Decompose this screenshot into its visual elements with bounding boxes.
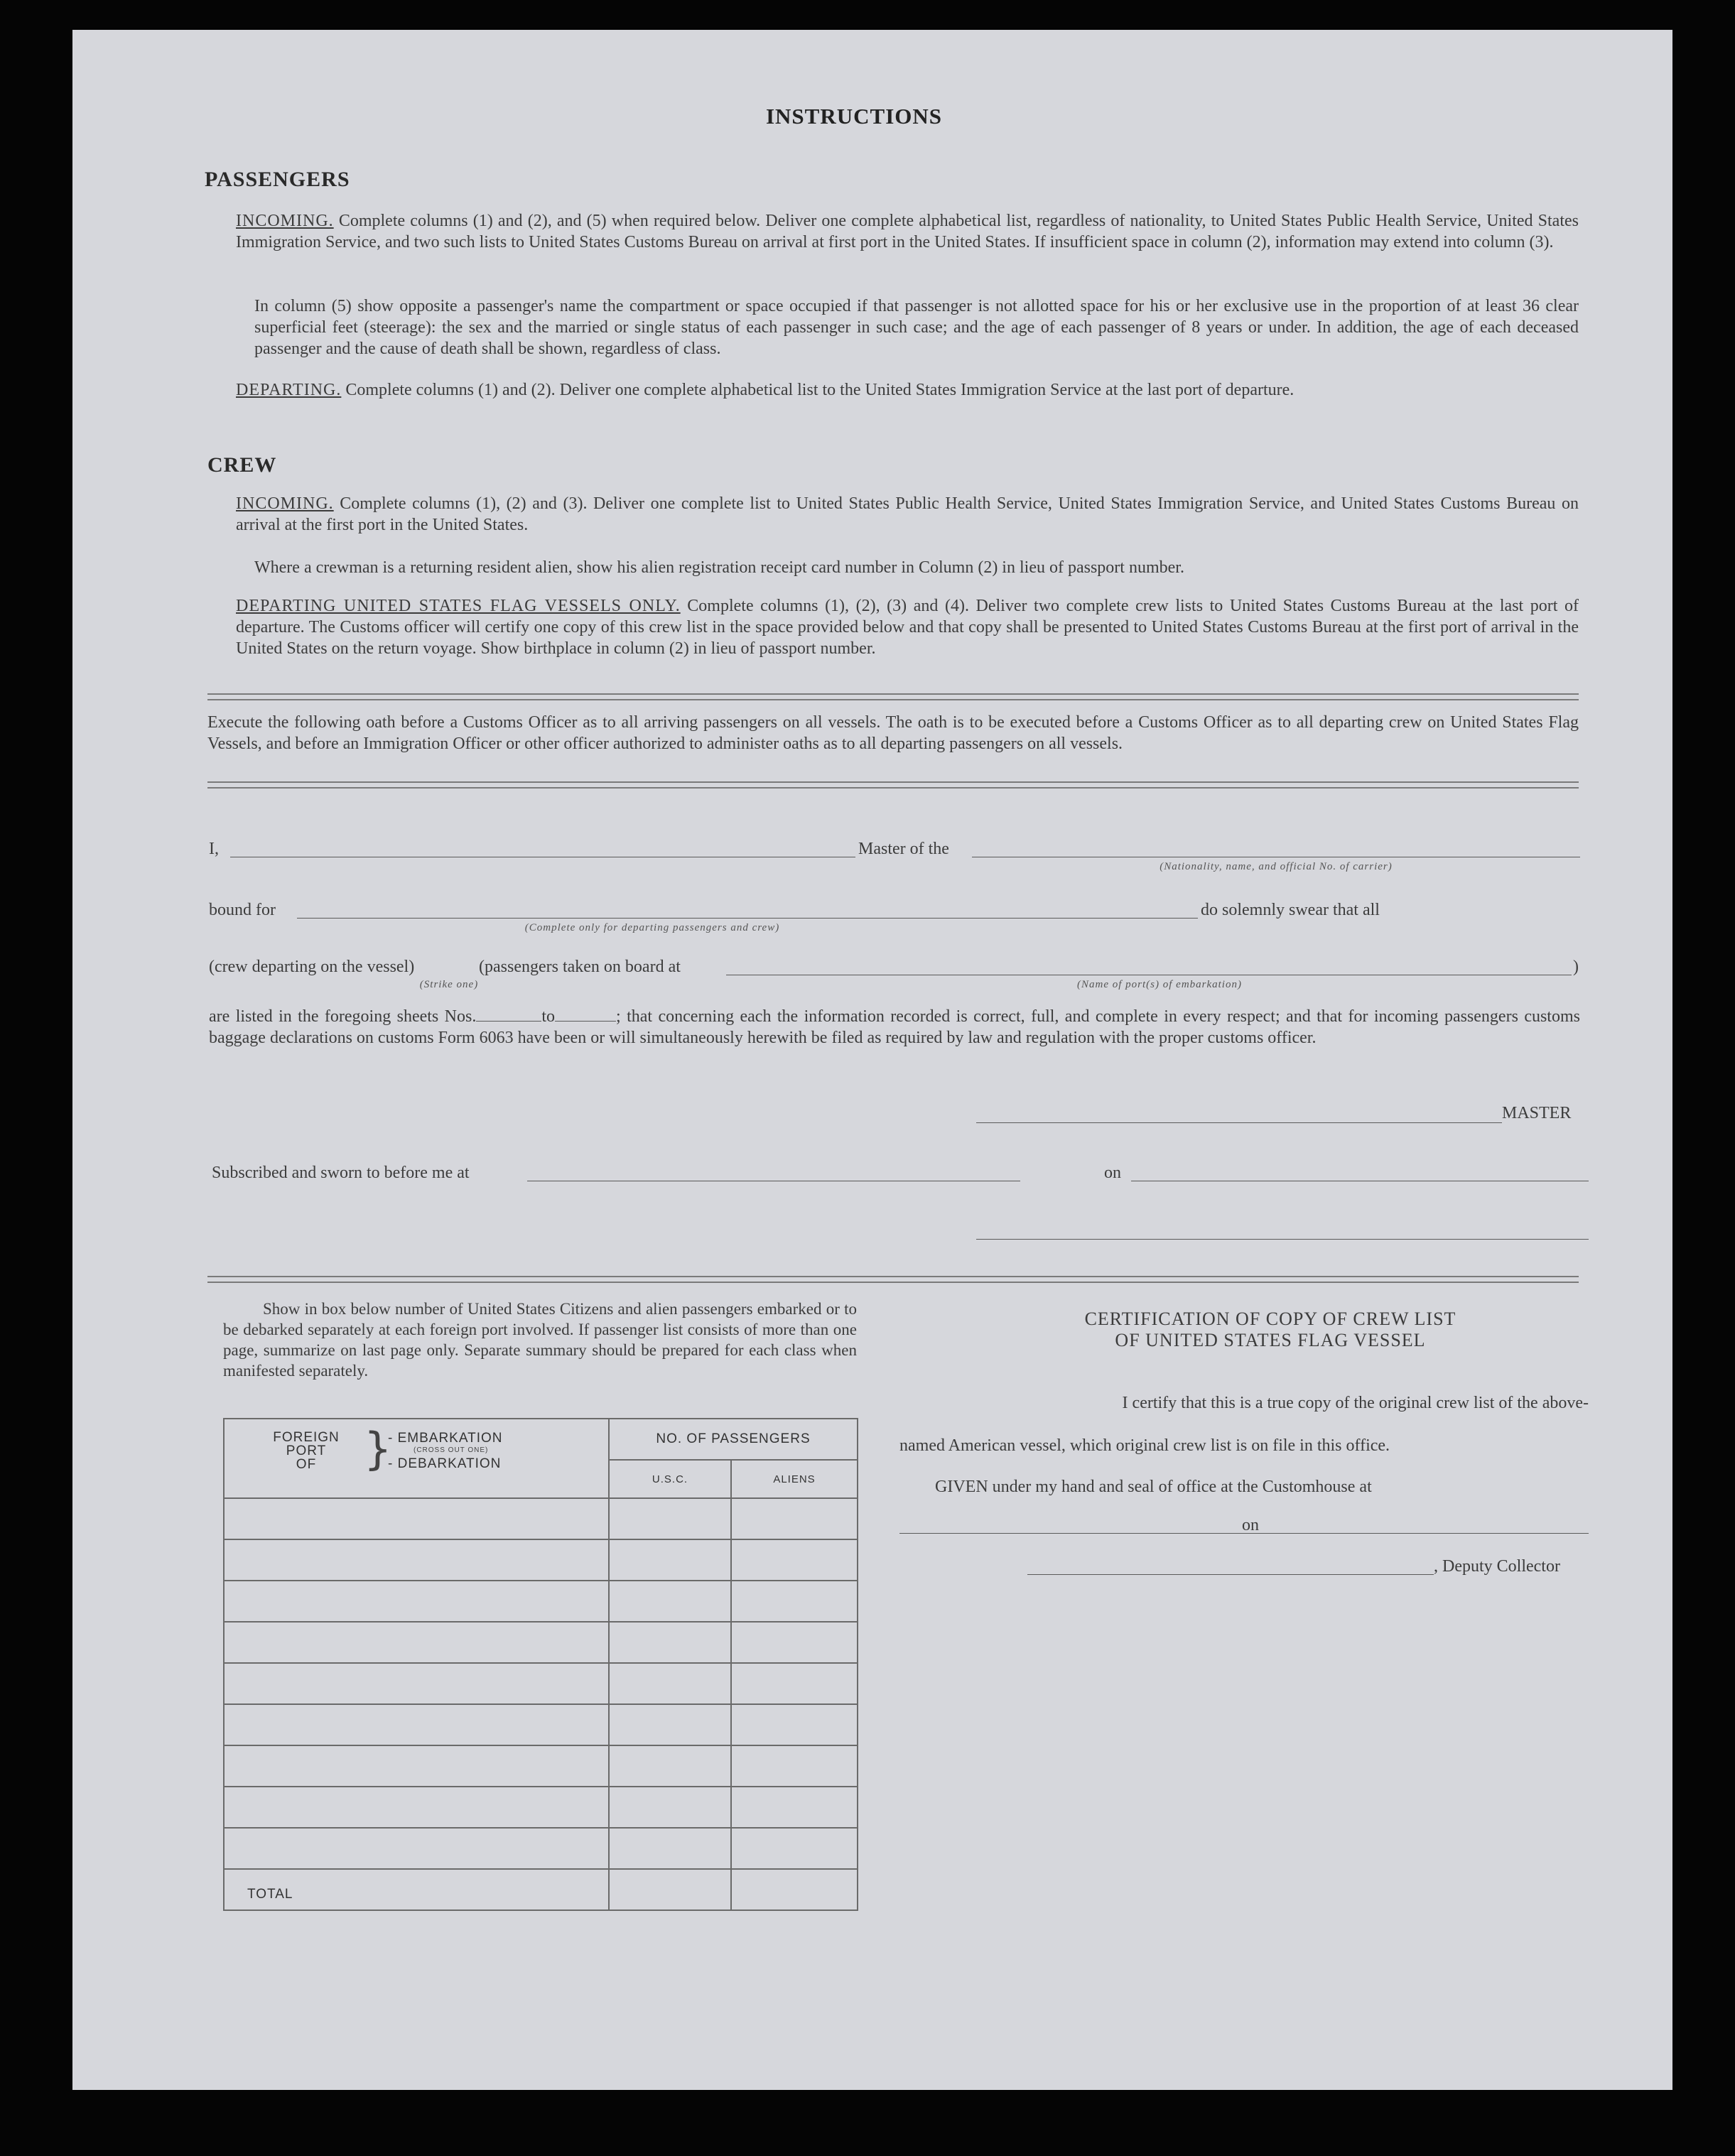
crew-incoming-paragraph — [236, 493, 1579, 536]
table-row — [224, 1787, 858, 1828]
foreign-label: FOREIGN — [273, 1430, 340, 1445]
subscribed-on-label: on — [1104, 1164, 1121, 1182]
aliens-cell[interactable] — [731, 1828, 858, 1869]
port-cell[interactable] — [224, 1828, 609, 1869]
usc-header: U.S.C. — [609, 1460, 731, 1498]
oath-i-label: I, — [209, 840, 219, 858]
no-of-passengers-header: NO. OF PASSENGERS — [609, 1419, 858, 1460]
aliens-cell[interactable] — [731, 1704, 858, 1745]
usc-cell[interactable] — [609, 1498, 731, 1539]
deputy-collector-label: , Deputy Collector — [1434, 1557, 1560, 1576]
page-title: INSTRUCTIONS — [765, 104, 942, 129]
table-row — [224, 1539, 858, 1581]
close-paren: ) — [1573, 958, 1579, 976]
table-row — [224, 1581, 858, 1622]
usc-cell[interactable] — [609, 1663, 731, 1704]
bound-for-label: bound for — [209, 901, 276, 919]
crew-heading: CREW — [207, 453, 277, 477]
master-of-the-label: Master of the — [858, 840, 949, 858]
departing-text: Complete columns (1) and (2). Deliver one complete alphabetical list to the United States Immigration Service at the last port of departure. — [345, 381, 1295, 399]
usc-cell[interactable] — [609, 1581, 731, 1622]
aliens-cell[interactable] — [731, 1539, 858, 1581]
listed-paragraph — [209, 1006, 1580, 1049]
aliens-header: ALIENS — [731, 1460, 858, 1498]
oath-intro-paragraph: Execute the following oath before a Customs Officer as to all arriving passengers on all vessels. The oath is to be executed before a Customs Officer as to all departing crew on United States Flag Vessels, and before an Immigration Officer or other officer authorized to administer oaths as to all departing passengers on all vessels. — [207, 713, 1579, 753]
table-row — [224, 1704, 858, 1745]
certification-heading-line1: CERTIFICATION OF COPY OF CREW LIST — [1084, 1309, 1456, 1329]
usc-cell[interactable] — [609, 1828, 731, 1869]
passengers-column5-paragraph: In column (5) show opposite a passenger's name the compartment or space occupied if that passenger is not allotted space for his or her exclusive use in the proportion of at least 36 clear superficial feet (steerage): the sex and the married or single status of each passenger in such case; and the age of each passenger of 8 years or under. In addition, the age of each deceased passenger and the cause of death shall be shown, regardless of class. — [254, 297, 1579, 358]
port-cell[interactable] — [224, 1539, 609, 1581]
deputy-signature-field[interactable] — [1027, 1574, 1434, 1575]
certification-date-field[interactable] — [1280, 1533, 1589, 1534]
of-label: OF — [296, 1457, 317, 1472]
port-cell[interactable] — [224, 1745, 609, 1787]
master-signature-field[interactable] — [976, 1122, 1502, 1123]
crew-departing-label: DEPARTING UNITED STATES FLAG VESSELS ONLY. — [236, 597, 681, 615]
summary-note: Show in box below number of United States Citizens and alien passengers embarked or to be debarked separately at each foreign port involved. If passenger list consists of more than one page, summarize on last page only. Separate summary should be prepared for each class when manifested separately. — [223, 1300, 857, 1380]
departing-label: DEPARTING. — [236, 381, 342, 399]
usc-total-cell[interactable] — [609, 1869, 731, 1910]
passengers-taken-option[interactable]: (passengers taken on board at — [479, 958, 681, 976]
brace-icon: } — [364, 1423, 392, 1475]
nationality-hint: (Nationality, name, and official No. of carrier) — [1160, 861, 1393, 872]
ports-hint: (Name of port(s) of embarkation) — [1077, 979, 1242, 990]
bound-for-field[interactable] — [297, 918, 1198, 919]
usc-cell[interactable] — [609, 1704, 731, 1745]
port-cell[interactable] — [224, 1622, 609, 1663]
usc-cell[interactable] — [609, 1745, 731, 1787]
crew-resident-paragraph: Where a crewman is a returning resident alien, show his alien registration receipt card number in Column (2) in lieu of passport number. — [254, 558, 1184, 577]
aliens-cell[interactable] — [731, 1581, 858, 1622]
crew-incoming-text: Complete columns (1), (2) and (3). Deliver one complete list to United States Public Health Service, United States Immigration Service, and United States Customs Bureau on arrival at the first port in the United States. — [236, 494, 1579, 534]
aliens-cell[interactable] — [731, 1498, 858, 1539]
table-row — [224, 1828, 858, 1869]
port-cell[interactable] — [224, 1663, 609, 1704]
swear-label: do solemnly swear that all — [1201, 901, 1380, 919]
port-cell[interactable] — [224, 1498, 609, 1539]
table-row — [224, 1622, 858, 1663]
usc-cell[interactable] — [609, 1787, 731, 1828]
sheet-to-field[interactable] — [555, 1021, 616, 1022]
subscribed-label: Subscribed and sworn to before me at — [212, 1164, 470, 1182]
total-label: TOTAL — [224, 1869, 609, 1910]
cross-out-hint: (CROSS OUT ONE) — [414, 1446, 489, 1454]
certification-heading — [951, 1309, 1590, 1351]
passengers-departing-paragraph — [236, 379, 1579, 401]
usc-cell[interactable] — [609, 1539, 731, 1581]
strike-one-hint: (Strike one) — [419, 979, 479, 990]
aliens-total-cell[interactable] — [731, 1869, 858, 1910]
port-cell[interactable] — [224, 1704, 609, 1745]
certify-line2: named American vessel, which original crew list is on file in this office. — [899, 1436, 1390, 1455]
section-divider — [207, 1276, 1579, 1283]
aliens-cell[interactable] — [731, 1745, 858, 1787]
officer-signature-field[interactable] — [976, 1239, 1589, 1240]
passengers-heading: PASSENGERS — [205, 168, 350, 191]
total-row — [224, 1869, 858, 1910]
foreign-port-label — [267, 1431, 345, 1471]
section-divider — [207, 693, 1579, 700]
passenger-summary-table — [223, 1418, 858, 1911]
aliens-cell[interactable] — [731, 1787, 858, 1828]
sheet-from-field[interactable] — [476, 1021, 541, 1022]
listed-to: to — [541, 1007, 556, 1026]
incoming-label: INCOMING. — [236, 212, 334, 230]
crew-departing-text: Complete columns (1), (2), (3) and (4). Deliver two complete crew lists to United States Customs Bureau at the last port of departure. The Customs officer will certify one copy of this crew list in the space provided below and that copy shall be presented to United States Customs Bureau at the first port of arrival in the United States on the return voyage. Show birthplace in column (2) in lieu of passport number. — [236, 597, 1579, 658]
embarkation-label[interactable]: - EMBARKATION — [388, 1431, 503, 1446]
listed-text-b: ; that concerning each the information recorded is correct, full, and complete in every respect; and that for incoming passengers customs baggage declarations on customs Form 6063 have been or will simultaneously herewith be filed as required by law and regulation with the proper customs officer. — [209, 1007, 1580, 1047]
crew-incoming-label: INCOMING. — [236, 494, 334, 513]
listed-text-a: are listed in the foregoing sheets Nos. — [209, 1007, 477, 1026]
certify-line1: I certify that this is a true copy of the original crew list of the above- — [1122, 1394, 1589, 1412]
table-row — [224, 1498, 858, 1539]
usc-cell[interactable] — [609, 1622, 731, 1663]
section-divider — [207, 781, 1579, 789]
passengers-incoming-paragraph — [236, 210, 1579, 253]
certification-on-label: on — [1242, 1516, 1259, 1534]
port-cell[interactable] — [224, 1581, 609, 1622]
aliens-cell[interactable] — [731, 1622, 858, 1663]
master-label: MASTER — [1502, 1104, 1572, 1122]
port-label: PORT — [286, 1443, 327, 1458]
crew-departing-option[interactable]: (crew departing on the vessel) — [209, 958, 415, 976]
complete-hint: (Complete only for departing passengers and crew) — [524, 922, 780, 933]
table-row — [224, 1663, 858, 1704]
certification-heading-line2: OF UNITED STATES FLAG VESSEL — [1115, 1330, 1426, 1350]
table-row — [224, 1745, 858, 1787]
document-page — [72, 30, 1672, 2090]
incoming-text: Complete columns (1) and (2), and (5) when required below. Deliver one complete alphabetical list, regardless of nationality, to United States Public Health Service, United States Immigration Service, and two such lists to United States Customs Bureau on arrival at first port in the United States. If insufficient space in column (2), information may extend into column (3). — [236, 212, 1579, 251]
debarkation-label[interactable]: - DEBARKATION — [388, 1456, 502, 1471]
foreign-port-header — [224, 1419, 609, 1498]
crew-departing-paragraph — [236, 595, 1579, 659]
aliens-cell[interactable] — [731, 1663, 858, 1704]
certify-line3: GIVEN under my hand and seal of office at the Customhouse at — [935, 1478, 1372, 1496]
port-cell[interactable] — [224, 1787, 609, 1828]
